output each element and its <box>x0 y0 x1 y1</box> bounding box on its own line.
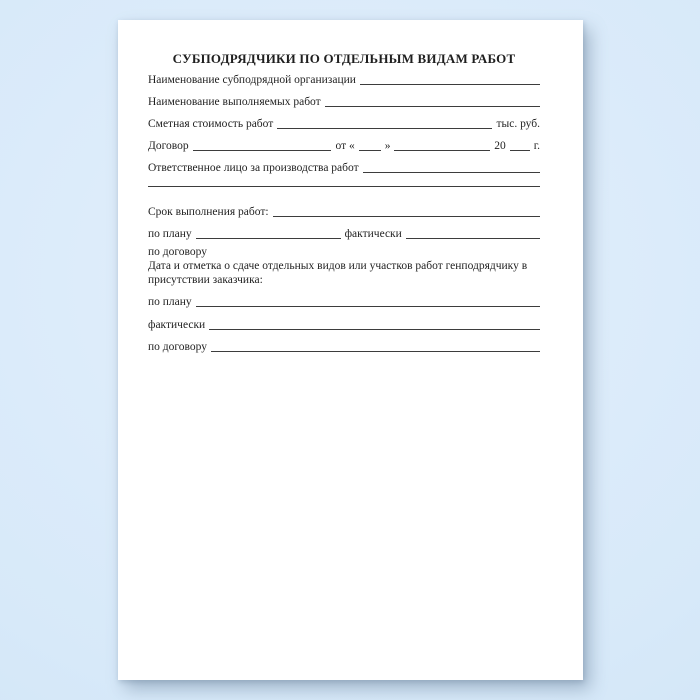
field-label-cost: Сметная стоимость работ <box>148 118 274 130</box>
field-row-cost <box>148 117 540 133</box>
handover-note-line1 <box>148 259 540 273</box>
term-by-contract-label: по договору <box>148 246 208 258</box>
field-suffix-cost: тыс. руб. <box>496 118 540 130</box>
field-row-term <box>148 205 540 221</box>
blank-line-cost <box>277 127 492 129</box>
term-actually-label: фактически <box>344 228 402 240</box>
blank-line-contract-day <box>359 149 381 151</box>
blank-line-term-fact <box>406 237 540 239</box>
field-row-handover-contract <box>148 340 540 356</box>
contract-year-prefix: 20 <box>494 140 506 152</box>
blank-line-contract-month <box>394 149 490 151</box>
field-row-contract <box>148 139 540 155</box>
field-row-responsible <box>148 161 540 177</box>
field-row-responsible-continuation <box>148 183 540 199</box>
handover-note-text-2: присутствии заказчика: <box>148 274 263 286</box>
handover-by-contract-label: по договору <box>148 341 208 353</box>
blank-line-term-plan <box>196 237 341 239</box>
contract-close-quote: » <box>384 140 391 152</box>
blank-line-org <box>360 83 540 85</box>
blank-line-handover-fact <box>209 328 540 330</box>
field-label-contract: Договор <box>148 140 189 152</box>
blank-line-work <box>325 105 540 107</box>
blank-line-responsible <box>363 171 540 173</box>
blank-line-contract-year <box>510 149 530 151</box>
field-label-term: Срок выполнения работ: <box>148 206 269 218</box>
field-label-responsible: Ответственное лицо за производства работ <box>148 162 359 174</box>
form-title-text: СУБПОДРЯДЧИКИ ПО ОТДЕЛЬНЫМ ВИДАМ РАБОТ <box>172 51 516 66</box>
field-row-org <box>148 73 540 89</box>
field-row-term-contract <box>148 245 540 259</box>
handover-note-line2 <box>148 273 540 287</box>
term-by-plan-label: по плану <box>148 228 192 240</box>
blank-line-handover-plan <box>196 305 540 307</box>
field-label-org: Наименование субподрядной организации <box>148 74 356 86</box>
blank-line-term <box>273 215 540 217</box>
contract-from-label: от « <box>335 140 355 152</box>
handover-actually-label: фактически <box>148 319 206 331</box>
field-row-handover-plan <box>148 295 540 311</box>
field-row-handover-fact <box>148 318 540 334</box>
form-title <box>148 51 540 67</box>
handover-note-text-1: Дата и отметка о сдаче отдельных видов или участков работ генподрядчику в <box>148 260 528 272</box>
field-row-work <box>148 95 540 111</box>
blank-line-responsible-2 <box>148 185 540 187</box>
blank-line-handover-contract <box>211 350 540 352</box>
field-label-work: Наименование выполняемых работ <box>148 96 321 108</box>
field-row-term-plan-fact <box>148 227 540 243</box>
contract-year-suffix: г. <box>533 140 540 152</box>
form-page <box>118 20 583 680</box>
form-content <box>148 51 540 356</box>
blank-line-contract-number <box>193 149 332 151</box>
handover-by-plan-label: по плану <box>148 296 192 308</box>
